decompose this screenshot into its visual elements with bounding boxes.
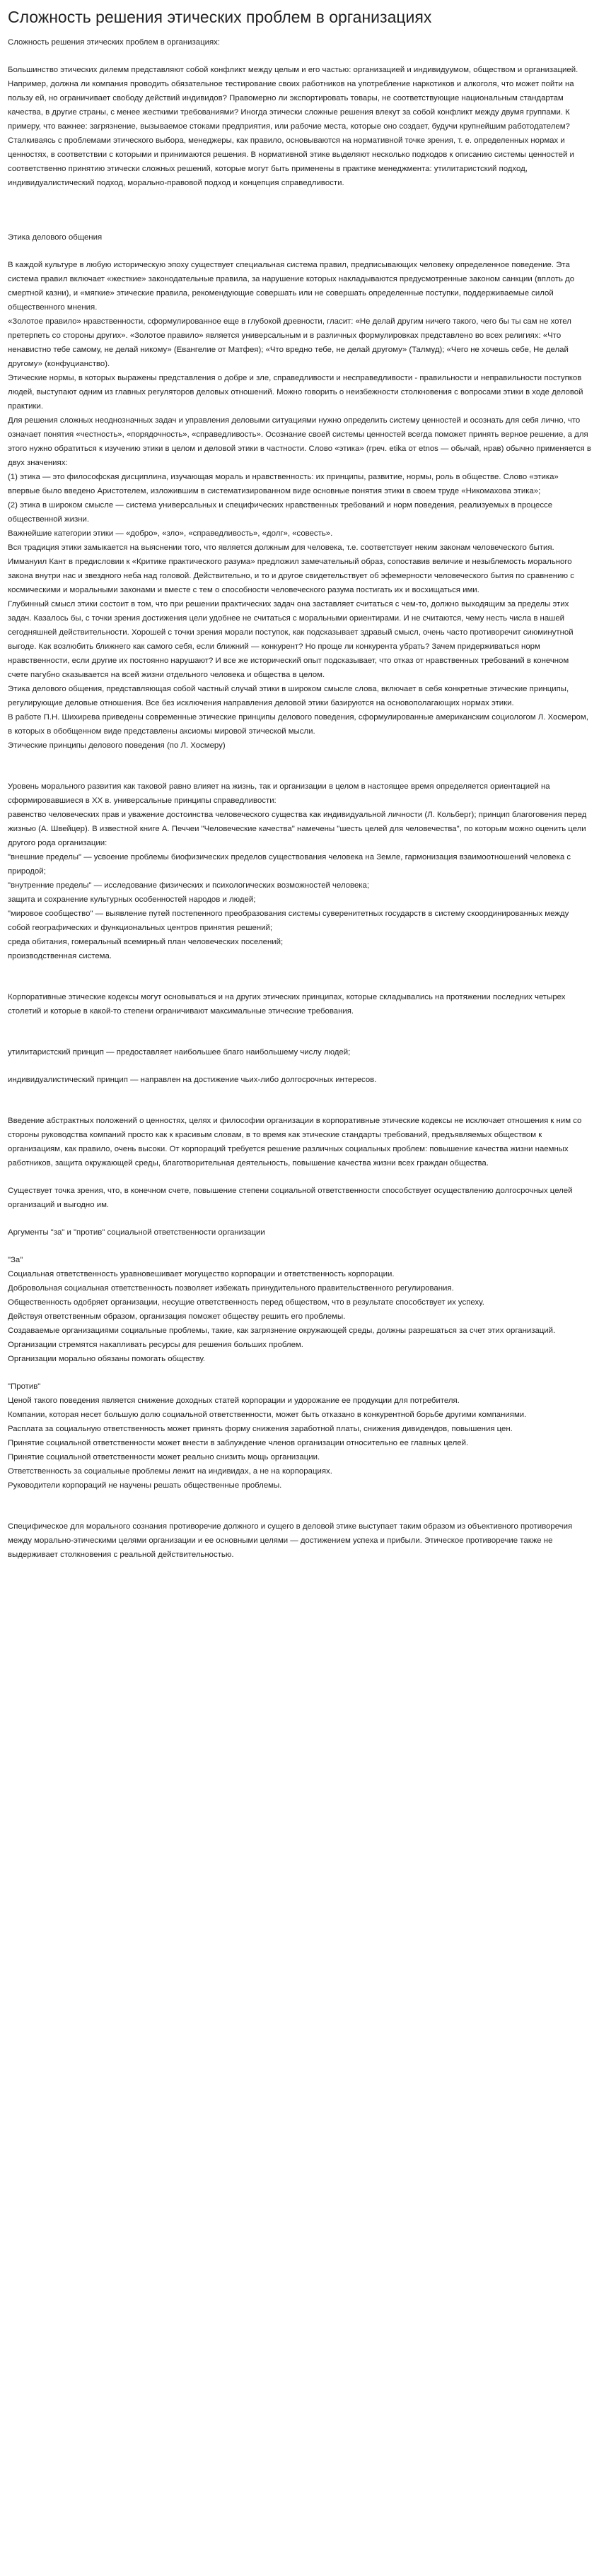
paragraph: "За"	[8, 1256, 23, 1264]
paragraph: "внутренние пределы" — исследование физических и психологических возможностей человека;	[8, 881, 370, 890]
paragraph: Сталкиваясь с проблемами этического выбора, менеджеры, как правило, основываются на нормативной точке зрения, т. е. определенных нормах и ценностях, в соответствии с которыми и принимаются решения. В нормативной этике выделяют несколько подходов к описанию системы ценностей и соответственно принятию этически сложных решений, которые могут быть применены в практике менеджмента: утилитаристский подход, индивидуалистический подход, морально-правовой подход и концепция справедливости.	[8, 136, 574, 187]
paragraph: Руководители корпораций не научены решать общественные проблемы.	[8, 1481, 282, 1490]
paragraph: Ответственность за социальные проблемы лежит на индивидах, а не на корпорациях.	[8, 1467, 332, 1476]
article-body	[8, 35, 591, 1562]
paragraph: Расплата за социальную ответственность может принять форму снижения заработной платы, снижения дивидендов, повышения цен.	[8, 1425, 513, 1433]
paragraph: Этика делового общения	[8, 233, 103, 242]
paragraph: Аргументы "за" и "против" социальной ответственности организации	[8, 1228, 265, 1237]
paragraph-spacer	[8, 1018, 591, 1032]
paragraph: утилитаристский принцип — предоставляет наибольшее благо наибольшему числу людей;	[8, 1048, 351, 1057]
paragraph-spacer	[8, 49, 591, 63]
paragraph-spacer	[8, 217, 591, 230]
paragraph: "Против"	[8, 1382, 41, 1391]
page-title: Сложность решения этических проблем в организациях	[8, 8, 432, 26]
paragraph-spacer	[8, 245, 591, 258]
paragraph-spacer	[8, 204, 591, 217]
paragraph: Существует точка зрения, что, в конечном счете, повышение степени социальной ответственности способствует осуществлению долгосрочных целей организаций и выгодно им.	[8, 1187, 573, 1209]
paragraph: Этические нормы, в которых выражены представления о добре и зле, справедливости и несправедливости - правильности и неправильности поступков людей, выступают одним из главных регуляторов деловых отношений. Можно говорить о неизбежности столкновения с вопросами этики в ходе деловой практики.	[8, 374, 583, 411]
paragraph: Этика делового общения, представляющая собой частный случай этики в широком смысле слова, включает в себя конкретные этические принципы, регулирующие деловые отношения. Все без исключения направления деловой этики базируются на основополагающих нормах этики.	[8, 685, 569, 707]
paragraph: Глубинный смысл этики состоит в том, что при решении практических задач она заставляет считаться с чем-то, должно выходящим за пределы этих задач. Казалось бы, с точки зрения достижения цели удобнее не считаться с моральными ориентирами. И не считаются, чему несть числа в нашей сегодняшней действительности. Хорошей с точки зрения морали поступок, как подсказывает здравый смысл, очень часто противоречит сиюминутной выгоде. Как возлюбить ближнего как самого себя, если ближний — конкурент? Но проще ли конкурента убрать? Зачем придерживаться норм нравственности, если другие их постоянно нарушают? И все же исторический опыт подсказывает, что отказ от нравственных требований в конечном счете пагубно сказывается на всей жизни отдельного человека и общества в целом.	[8, 600, 574, 679]
paragraph-spacer	[8, 977, 591, 990]
paragraph: Принятие социальной ответственности может реально снизить мощь организации.	[8, 1453, 320, 1462]
paragraph-spacer	[8, 1100, 591, 1114]
paragraph: Введение абстрактных положений о ценностях, целях и философии организации в корпоративные этические кодексы не исключает отношения к ним со стороны руководства компаний просто как к красивым словам, в то время как этические стандарты требований, предъявляемых обществом к организациям, как правило, очень высоки. От корпораций требуется решение различных социальных проблем: повышение качества жизни наемных работников, защита окружающей среды, благотворительная деятельность, повышение качества жизни всех граждан общества.	[8, 1117, 582, 1168]
paragraph: Создаваемые организациями социальные проблемы, такие, как загрязнение окружающей среды, должны разрешаться за счет этих организаций.	[8, 1327, 556, 1335]
paragraph: защита и сохранение культурных особенностей народов и людей;	[8, 895, 256, 904]
paragraph: равенство человеческих прав и уважение достоинства человеческого существа как индивидуальной личности (Л. Кольберг); принцип благоговения перед жизнью (А. Швейцер). В известной книге А. Печчеи "Человеческие качества" намечены "шесть целей для человечества", по которым можно оценить цели другого рода организации:	[8, 811, 587, 847]
paragraph: среда обитания, гомеральный всемирный план человеческих поселений;	[8, 938, 284, 946]
paragraph: Организации стремятся накапливать ресурсы для решения больших проблем.	[8, 1341, 303, 1349]
paragraph: индивидуалистический принцип — направлен на достижение чьих-либо долгосрочных интересов.	[8, 1076, 377, 1084]
paragraph: Специфическое для морального сознания противоречие должного и сущего в деловой этике выступает таким образом из объективного противоречия между морально-этическими целями организации и ее основными целями — достижением успеха и прибыли. Этическое противоречие также не выдерживает столкновения с реальной действительностью.	[8, 1522, 573, 1559]
paragraph: Социальная ответственность уравновешивает могущество корпорации и ответственность корпорации.	[8, 1270, 395, 1278]
paragraph-spacer	[8, 1170, 591, 1184]
paragraph-spacer	[8, 1059, 591, 1073]
paragraph: Важнейшие категории этики — «добро», «зло», «справедливость», «долг», «совесть».	[8, 529, 333, 538]
paragraph-spacer	[8, 766, 591, 780]
paragraph-spacer	[8, 1087, 591, 1100]
paragraph: В каждой культуре в любую историческую эпоху существует специальная система правил, предписывающих человеку определенное поведение. Эта система правил включает «жесткие» законодательные правила, за нарушение которых накладываются предусмотренные законом санкции (вплоть до смертной казни), и «мягкие» этические правила, рекомендующие совершать или не совершать определенные поступки, поддерживаемые силой общественного мнения.	[8, 261, 575, 312]
paragraph: Добровольная социальная ответственность позволяет избежать принудительного правительственного регулирования.	[8, 1284, 454, 1293]
paragraph: "мировое сообщество" — выявление путей постепенного преобразования системы суверенитетных государств в систему скоординированных между собой географических и функциональных центров принятия решений;	[8, 910, 569, 932]
paragraph: Вся традиция этики замыкается на выяснении того, что является должным для человека, т.е. соответствует неким законам человеческого бытия. Иммануил Кант в предисловии к «Критике практического разума» предложил замечательный образ, сопоставив величие и незыблемость морального закона внутри нас и звездного неба над головой. Действительно, и то и другое свидетельствует об эфемерности человеческого бытия по сравнению с космическими и моральными законами и вместе с тем о способности человеческого разума постигать их и восхищаться ими.	[8, 543, 574, 594]
paragraph: (2) этика в широком смысле — система универсальных и специфических нравственных требований и норм поведения, реализуемых в процессе общественной жизни.	[8, 501, 553, 524]
paragraph-spacer	[8, 1240, 591, 1253]
paragraph-spacer	[8, 753, 591, 766]
paragraph: «Золотое правило» нравственности, сформулированное еще в глубокой древности, гласит: «Не делай другим ничего такого, чего бы ты сам не хотел претерпеть со стороны других». «Золотое правило» является универсальным и в различных формулировках представлено во всех религиях: «Что ненавистно тебе самому, не делай никому» (Евангелие от Матфея); «Что вредно тебе, не делай другому» (Талмуд); «Чего не хочешь себе, Не делай другому» (конфуцианство).	[8, 317, 571, 368]
paragraph-spacer	[8, 963, 591, 977]
paragraph: Принятие социальной ответственности может внести в заблуждение членов организации относительно ее главных целей.	[8, 1439, 469, 1447]
paragraph: Уровень морального развития как таковой равно влияет на жизнь, так и организации в целом в настоящее время определяется ориентацией на сформировавшиеся в XX в. универсальные принципы справедливости:	[8, 782, 550, 805]
paragraph-spacer	[8, 1493, 591, 1506]
paragraph-spacer	[8, 1212, 591, 1225]
paragraph-spacer	[8, 1506, 591, 1519]
paragraph: Действуя ответственным образом, организация поможет обществу решить его проблемы.	[8, 1312, 346, 1321]
paragraph: Этические принципы делового поведения (по Л. Хосмеру)	[8, 741, 226, 750]
paragraph: Ценой такого поведения является снижение доходных статей корпорации и удорожание ее продукции для потребителя.	[8, 1396, 460, 1405]
paragraph: "внешние пределы" — усвоение проблемы биофизических пределов существования человека на Земле, гармонизация взаимоотношений человека с природой;	[8, 853, 571, 876]
paragraph: Сложность решения этических проблем в организациях:	[8, 38, 220, 47]
paragraph: Корпоративные этические кодексы могут основываться и на других этических принципах, которые складывались на протяжении последних четырех столетий и которые в какой-то степени ограничивают максимальные этические требования.	[8, 993, 566, 1016]
paragraph-spacer	[8, 1032, 591, 1045]
paragraph-spacer	[8, 190, 591, 204]
paragraph: производственная система.	[8, 952, 112, 960]
paragraph: Общественность одобряет организации, несущие ответственность перед обществом, что в результате способствует их успеху.	[8, 1298, 484, 1307]
paragraph: В работе П.Н. Шихирева приведены современные этические принципы делового поведения, сформулированные американским социологом Л. Хосмером, в которых в обобщенном виде представлены аксиомы мировой этической мысли.	[8, 713, 588, 736]
paragraph: Для решения сложных неоднозначных задач и управления деловыми ситуациями нужно определить систему ценностей и осознать для себя лично, что означает понятия «честность», «порядочность», «справедливость». Осознание своей системы ценностей всегда поможет принять верное решение, а для этого нужно обратиться к изучению этики в целом и деловой этики в частности. Слово «этика» (греч. etika от etnos — обычай, нрав) обычно применяется в двух значениях:	[8, 416, 591, 467]
paragraph: (1) этика — это философская дисциплина, изучающая мораль и нравственность: их принципы, развитие, нормы, роль в обществе. Слово «этика» впервые было введено Аристотелем, изложившим в систематизированном виде основные понятия этики в своем труде «Никомахова этика»;	[8, 473, 559, 495]
paragraph: Компании, которая несет большую долю социальной ответственности, может быть отказано в конкурентной борьбе другими компаниями.	[8, 1411, 527, 1419]
paragraph-spacer	[8, 1366, 591, 1380]
paragraph: Большинство этических дилемм представляют собой конфликт между целым и его частью: организацией и индивидуумом, обществом и организацией. Например, должна ли компания проводить обязательное тестирование своих работников на употребление наркотиков и алкоголя, что может пойти на пользу ей, но ограничивает свободу действий индивидов? Правомерно ли экспортировать товары, не соответствующие национальным стандартам качества, в другие страны, с менее жесткими требованиями? Иногда этически сложные решения влекут за собой конфликт между двумя группами. К примеру, что важнее: загрязнение, вызываемое стоками предприятия, или рабочие места, которые оно создает, будучи крупнейшим работодателем?	[8, 66, 578, 131]
paragraph: Организации морально обязаны помогать обществу.	[8, 1355, 206, 1363]
